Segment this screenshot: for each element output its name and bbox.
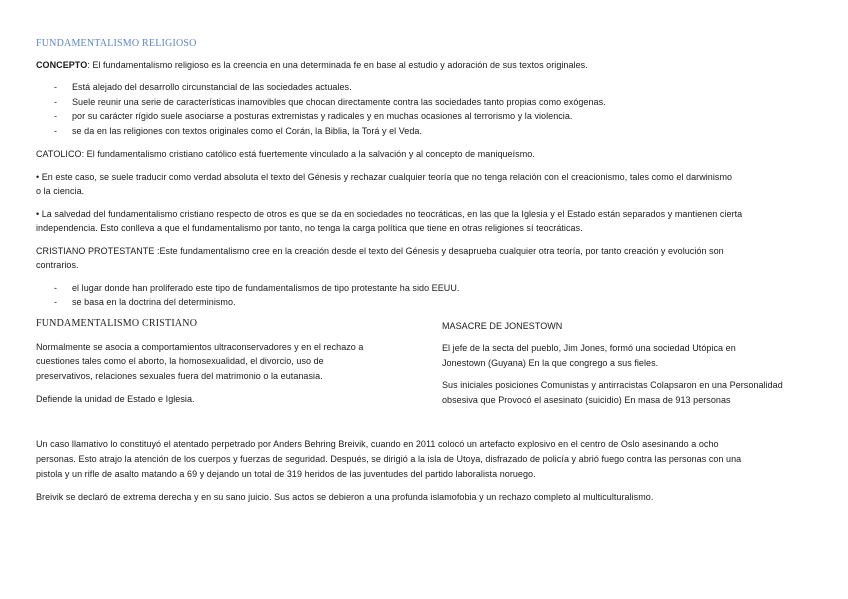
- cristiano-text-line: preservativos, relaciones sexuales fuera del matrimonio o la eutanasia.: [36, 371, 323, 381]
- concepto-list-item: - se da en las religiones con textos originales como el Corán, la Biblia, la Torá y el Veda.: [54, 126, 423, 136]
- protestante-list-item: - se basa en la doctrina del determinismo.: [54, 297, 236, 307]
- jonestown-text-line: obsesiva que Provocó el asesinato (suicidio) En masa de 913 personas: [442, 395, 731, 405]
- genesis-bullet-line: • En este caso, se suele traducir como verdad absoluta el texto del Génesis y rechazar cualquier teoría que no tenga relación con el creacionismo, tales como el darwinismo: [36, 172, 733, 182]
- jonestown-text-line: Jonestown (Guyana) En la que congrego a sus fieles.: [442, 358, 659, 368]
- concepto-list-item: - por su carácter rígido suele asociarse a posturas extremistas y radicales y en muchas ocasiones al terrorismo y la violencia.: [54, 111, 573, 121]
- protestante-paragraph-line: CRISTIANO PROTESTANTE :Este fundamentalismo cree en la creación desde el texto del Génesis y desaprueba cualquier otra teoría, por tanto creación y evolución son: [36, 246, 724, 256]
- document-title: FUNDAMENTALISMO RELIGIOSO: [36, 38, 197, 49]
- concepto-text: : El fundamentalismo religioso es la creencia en una determinada fe en base al estudio y adoración de sus textos originales.: [87, 60, 588, 70]
- cristiano-defiende: Defiende la unidad de Estado e Iglesia.: [36, 394, 195, 404]
- cristiano-text-line: cuestiones tales como el aborto, la homosexualidad, el divorcio, uso de: [36, 356, 324, 366]
- concepto-list-item: - Suele reunir una serie de características inamovibles que chocan directamente contra las sociedades tanto propias como exógenas.: [54, 97, 606, 107]
- protestante-list-item: - el lugar donde han proliferado este tipo de fundamentalismos de tipo protestante ha sido EEUU.: [54, 283, 460, 293]
- concepto-label: CONCEPTO: [36, 60, 88, 70]
- breivik-text-line: Un caso llamativo lo constituyó el atentado perpetrado por Anders Behring Breivik, cuando en 2011 colocó un artefacto explosivo en el centro de Oslo asesinando a ocho: [36, 439, 719, 449]
- breivik-text-line: pistola y un rifle de asalto matando a 69 y dejando un total de 319 heridos de las juventudes del partido laboralista noruego.: [36, 469, 536, 479]
- protestante-paragraph-line: contrarios.: [36, 260, 79, 270]
- salvedad-bullet-line: • La salvedad del fundamentalismo cristiano respecto de otros es que se da en sociedades no teocráticas, en las que la Iglesia y el Estado están separados y mantienen cierta: [36, 209, 743, 219]
- catolico-paragraph: CATOLICO: El fundamentalismo cristiano católico está fuertemente vinculado a la salvación y al concepto de maniqueísmo.: [36, 149, 535, 159]
- jonestown-text-line: El jefe de la secta del pueblo, Jim Jones, formó una sociedad Utópica en: [442, 343, 736, 353]
- concepto-paragraph: [36, 58, 588, 72]
- jonestown-text-line: Sus iniciales posiciones Comunistas y antirracistas Colapsaron en una Personalidad: [442, 380, 783, 390]
- cristiano-heading: FUNDAMENTALISMO CRISTIANO: [36, 318, 198, 329]
- jonestown-heading: MASACRE DE JONESTOWN: [442, 321, 563, 331]
- concepto-list-item: - Está alejado del desarrollo circunstancial de las sociedades actuales.: [54, 82, 352, 92]
- breivik-text-line: personas. Esto atrajo la atención de los cuerpos y fuerzas de seguridad. Después, se dirigió a la isla de Utoya, disfrazado de policía y abrió fuego contra las personas con una: [36, 454, 742, 464]
- breivik-final: Breivik se declaró de extrema derecha y en su sano juicio. Sus actos se debieron a una profunda islamofobia y un rechazo completo al multiculturalismo.: [36, 492, 654, 502]
- cristiano-text-line: Normalmente se asocia a comportamientos ultraconservadores y en el rechazo a: [36, 342, 364, 352]
- salvedad-bullet-line: independencia. Esto conlleva a que el fundamentalismo por tanto, no tenga la carga política que tiene en otras religiones sí teocráticas.: [36, 223, 583, 233]
- genesis-bullet-line: o la ciencia.: [36, 186, 85, 196]
